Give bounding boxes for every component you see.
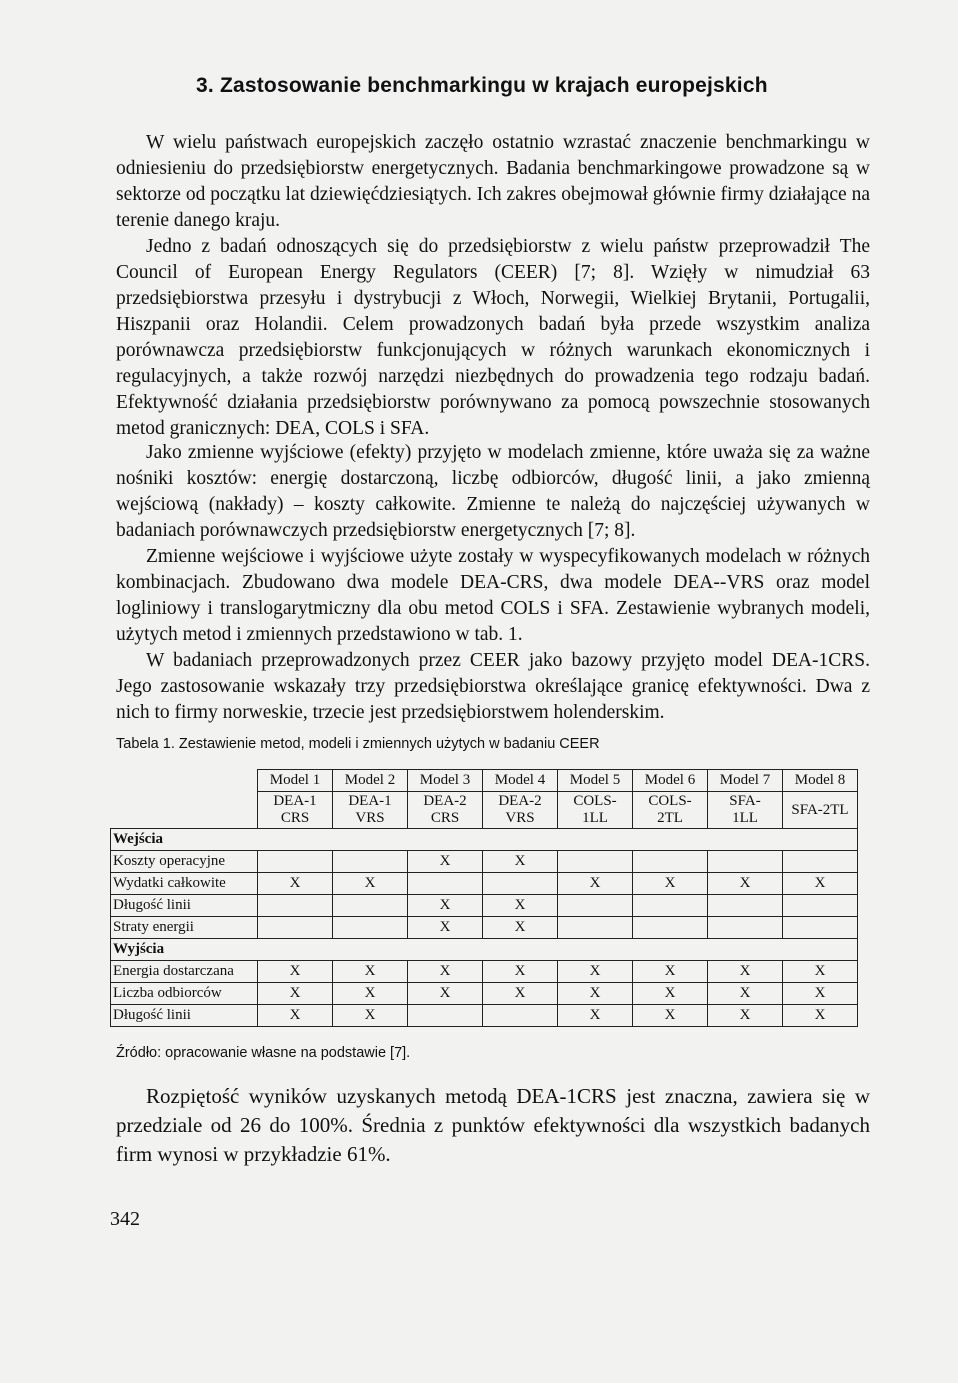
mark-cell xyxy=(633,895,708,917)
table-row xyxy=(111,873,858,895)
mark-cell xyxy=(558,895,633,917)
mark-cell: X xyxy=(258,983,333,1005)
mark-cell: X xyxy=(558,961,633,983)
mark-cell xyxy=(333,851,408,873)
mark-cell: X xyxy=(258,961,333,983)
variable-label: Straty energii xyxy=(111,917,258,939)
mark-cell xyxy=(558,851,633,873)
paragraph-3: Jako zmienne wyjściowe (efekty) przyjęto w modelach zmienne, które uważa się za ważne nośniki kosztów: energię dostarczoną, liczbę odbiorców, długość linii, a jako zmienną wejściową (nakłady) – koszty całkowite. Zmienne te należą do najczęściej używanych w badaniach porównawczych przedsiębiorstw energetycznych [7; 8]. xyxy=(116,442,870,541)
section-label: Wejścia xyxy=(111,829,258,851)
mark-cell: X xyxy=(783,873,858,895)
mark-cell: X xyxy=(483,983,558,1005)
method-header: DEA-1 CRS xyxy=(258,792,333,829)
mark-cell: X xyxy=(783,983,858,1005)
mark-cell: X xyxy=(633,873,708,895)
mark-cell: X xyxy=(333,873,408,895)
model-header: Model 3 xyxy=(408,770,483,792)
model-header: Model 8 xyxy=(783,770,858,792)
table-source: Źródło: opracowanie własne na podstawie [7]. xyxy=(116,1045,411,1061)
method-header: COLS- 2TL xyxy=(633,792,708,829)
table-header-models xyxy=(111,770,858,792)
model-header: Model 1 xyxy=(258,770,333,792)
mark-cell: X xyxy=(408,917,483,939)
section-row xyxy=(111,829,858,851)
mark-cell xyxy=(783,851,858,873)
mark-cell: X xyxy=(708,961,783,983)
paragraph-1: W wielu państwach europejskich zaczęło ostatnio wzrastać znaczenie benchmarkingu w odniesieniu do przedsiębiorstw energetycznych. Badania benchmarkingowe prowadzone są w sektorze od początku lat dziewięćdziesiątych. Ich zakres obejmował głównie firmy działające na terenie danego kraju. xyxy=(116,132,870,231)
mark-cell: X xyxy=(333,983,408,1005)
mark-cell xyxy=(783,895,858,917)
model-header: Model 4 xyxy=(483,770,558,792)
mark-cell: X xyxy=(633,983,708,1005)
variable-label: Wydatki całkowite xyxy=(111,873,258,895)
variable-label: Liczba odbiorców xyxy=(111,983,258,1005)
mark-cell: X xyxy=(483,851,558,873)
mark-cell: X xyxy=(408,895,483,917)
mark-cell: X xyxy=(783,961,858,983)
mark-cell: X xyxy=(483,917,558,939)
method-header: DEA-2 CRS xyxy=(408,792,483,829)
mark-cell: X xyxy=(408,983,483,1005)
mark-cell: X xyxy=(633,1005,708,1027)
mark-cell xyxy=(258,851,333,873)
mark-cell: X xyxy=(708,873,783,895)
table-caption: Tabela 1. Zestawienie metod, modeli i zmiennych użytych w badaniu CEER xyxy=(116,736,600,752)
table-row xyxy=(111,917,858,939)
mark-cell xyxy=(483,873,558,895)
mark-cell xyxy=(333,917,408,939)
mark-cell: X xyxy=(558,983,633,1005)
paragraph-2: Jedno z badań odnoszących się do przedsiębiorstw z wielu państw przeprowadził The Council of European Energy Regulators (CEER) [7; 8]. Wzięły w nimudział 63 przedsiębiorstwa przesyłu i dystrybucji z Włoch, Norwegii, Wielkiej Brytanii, Portugalii, Hiszpanii oraz Holandii. Celem prowadzonych badań była przede wszystkim analiza porównawcza przedsiębiorstw funkcjonujących w różnych warunkach ekonomicznych i regulacyjnych, a także rozwój narzędzi niezbędnych do prowadzenia tego rodzaju badań. Efektywność działania przedsiębiorstw porównywano za pomocą powszechnie stosowanych metod granicznych: DEA, COLS i SFA. xyxy=(116,236,870,439)
mark-cell: X xyxy=(333,1005,408,1027)
table-row xyxy=(111,851,858,873)
method-header: DEA-2 VRS xyxy=(483,792,558,829)
model-header: Model 7 xyxy=(708,770,783,792)
mark-cell xyxy=(258,895,333,917)
table-row xyxy=(111,895,858,917)
method-header: DEA-1 VRS xyxy=(333,792,408,829)
variable-label: Koszty operacyjne xyxy=(111,851,258,873)
mark-cell: X xyxy=(408,961,483,983)
mark-cell xyxy=(708,895,783,917)
models-table xyxy=(110,769,858,1027)
mark-cell: X xyxy=(258,1005,333,1027)
table-row xyxy=(111,983,858,1005)
mark-cell: X xyxy=(333,961,408,983)
paragraph-4: Zmienne wejściowe i wyjściowe użyte zostały w wyspecyfikowanych modelach w różnych kombinacjach. Zbudowano dwa modele DEA-CRS, dwa modele DEA--VRS oraz model logliniowy i translogarytmiczny dla obu metod COLS i SFA. Zestawienie wybranych modeli, użytych metod i zmiennych przedstawiono w tab. 1. xyxy=(116,546,870,645)
paragraph-5: W badaniach przeprowadzonych przez CEER jako bazowy przyjęto model DEA-1CRS. Jego zastosowanie wskazały trzy przedsiębiorstwa określające granicę efektywności. Dwa z nich to firmy norweskie, trzecie jest przedsiębiorstwem holenderskim. xyxy=(116,650,870,723)
variable-label: Długość linii xyxy=(111,895,258,917)
mark-cell xyxy=(408,1005,483,1027)
method-header: COLS- 1LL xyxy=(558,792,633,829)
mark-cell: X xyxy=(558,873,633,895)
mark-cell: X xyxy=(708,1005,783,1027)
mark-cell xyxy=(633,917,708,939)
mark-cell: X xyxy=(483,961,558,983)
page-number: 342 xyxy=(110,1208,140,1230)
table-row xyxy=(111,1005,858,1027)
mark-cell: X xyxy=(558,1005,633,1027)
model-header: Model 2 xyxy=(333,770,408,792)
mark-cell: X xyxy=(708,983,783,1005)
mark-cell xyxy=(783,917,858,939)
mark-cell xyxy=(708,917,783,939)
table-body xyxy=(111,829,858,1027)
mark-cell: X xyxy=(408,851,483,873)
mark-cell: X xyxy=(258,873,333,895)
mark-cell: X xyxy=(483,895,558,917)
mark-cell xyxy=(708,851,783,873)
model-header: Model 6 xyxy=(633,770,708,792)
section-heading: 3. Zastosowanie benchmarkingu w krajach europejskich xyxy=(196,74,768,97)
paragraph-6: Rozpiętość wyników uzyskanych metodą DEA-1CRS jest znaczna, zawiera się w przedziale od 26 do 100%. Średnia z punktów efektywności dla wszystkich badanych firm wynosi w przykładzie 61%. xyxy=(116,1084,870,1166)
mark-cell xyxy=(483,1005,558,1027)
mark-cell: X xyxy=(783,1005,858,1027)
mark-cell xyxy=(333,895,408,917)
mark-cell: X xyxy=(633,961,708,983)
method-header: SFA- 1LL xyxy=(708,792,783,829)
table-row xyxy=(111,961,858,983)
model-header: Model 5 xyxy=(558,770,633,792)
variable-label: Długość linii xyxy=(111,1005,258,1027)
mark-cell xyxy=(558,917,633,939)
section-label: Wyjścia xyxy=(111,939,258,961)
mark-cell xyxy=(408,873,483,895)
variable-label: Energia dostarczana xyxy=(111,961,258,983)
table-header-methods xyxy=(111,792,858,829)
mark-cell xyxy=(633,851,708,873)
section-row xyxy=(111,939,858,961)
method-header: SFA-2TL xyxy=(783,792,858,829)
mark-cell xyxy=(258,917,333,939)
